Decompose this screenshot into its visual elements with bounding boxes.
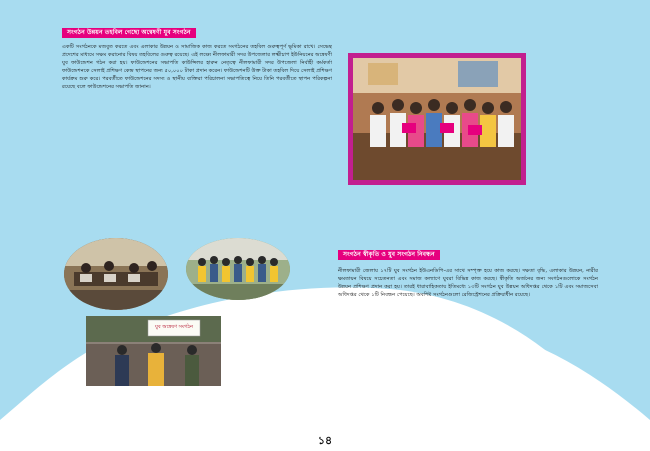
photo-group-outdoor — [186, 238, 290, 300]
photo-office-sign — [86, 316, 221, 386]
section-heading-registration: সংগঠন স্বীকৃতি ও যুব সংগঠন নিবন্ধন — [338, 250, 440, 260]
section-heading-fund: সংগঠন উন্নয়ন তহবিল গেছো অন্বেষণী যুব সংগঠন — [62, 28, 196, 38]
photo-sewing-training — [64, 238, 168, 310]
section-registration-paragraph: নীলফামারী জেলায় ১৭টি যুব সংগঠন ইউএনডিপি-এর সাথে সম্পৃক্ত হয়ে কাজ করছে। দক্ষতা বৃদ্ধি, এলাকার উন্নয়ন, নারীর ক্ষমতায়ন বিষয়ে সচেতনতা এবং সমাজ কল্যাণে যুবরা বিভিন্ন কাজ করছে। স্বীকৃতি অর্জনের জন্য সংগঠনগুলোকে সংগঠন উন্নয়ন প্রশিক্ষণ প্রদান করা হয়। তারই ধারাবাহিকতায় ইতিমধ্যে ১৩টি সংগঠন যুব উন্নয়ন অধিদপ্তর থেকে ১টি এবং সমাজসেবা অধিদপ্তর থেকে ১টি নিবন্ধন পেয়েছে। অবশিষ্ট সংগঠনগুলো রেজিস্ট্রেশনের প্রক্রিয়াধীন রয়েছে। — [338, 268, 598, 299]
page-number: ১৪ — [317, 434, 333, 447]
section-fund-paragraph: একটি সংগঠনকে মজবুত করতে এবং এলাকার উন্নয়ন ও সামাজিক কাজ করতে সংগঠনের তহবিল গুরুত্বপূর্ণ ভূমিকা রাখে। সেভেন্থ প্রদেশের মাধ্যমে সক্ষম করানোর বিষয় তহবিলের গুরুত্ব রয়েছে। এই লক্ষ্যে নীলফামারী সদর উপজেলার লক্ষ্মীচাপ ইউনিয়নের অন্বেষণী যুব ফাউন্ডেশন গঠন করা হয়। ফাউন্ডেশনের সভাপতি কাউন্সিলর হারুন নেতৃত্বে নীলফামারী সদর উপজেলা নির্বাহী কর্মকর্তা ফাউন্ডেশনকে সেলাই প্রশিক্ষণ কেন্দ্র স্থাপনের জন্য ৫০,০০০ টাকা প্রদান করেন। ফাউন্ডেশনটি উক্ত টাকা তহবিল দিয়ে সেলাই প্রশিক্ষণ কার্যক্রম শুরু করে। পরবর্তীতে ফাউন্ডেশনের সদস্য ও স্থানীয় ব্যক্তিরা পরিচালনা সভাপতিত্বে নিয়ে তিনি পরবর্তীতে স্থাপন পরিকল্পনা রয়েছে বলে ফাউন্ডেশনের সভাপতি জানান। — [62, 44, 332, 91]
sign-text: যুব অন্বেষণ সংগঠন — [154, 324, 193, 330]
photo-meeting — [348, 53, 526, 185]
